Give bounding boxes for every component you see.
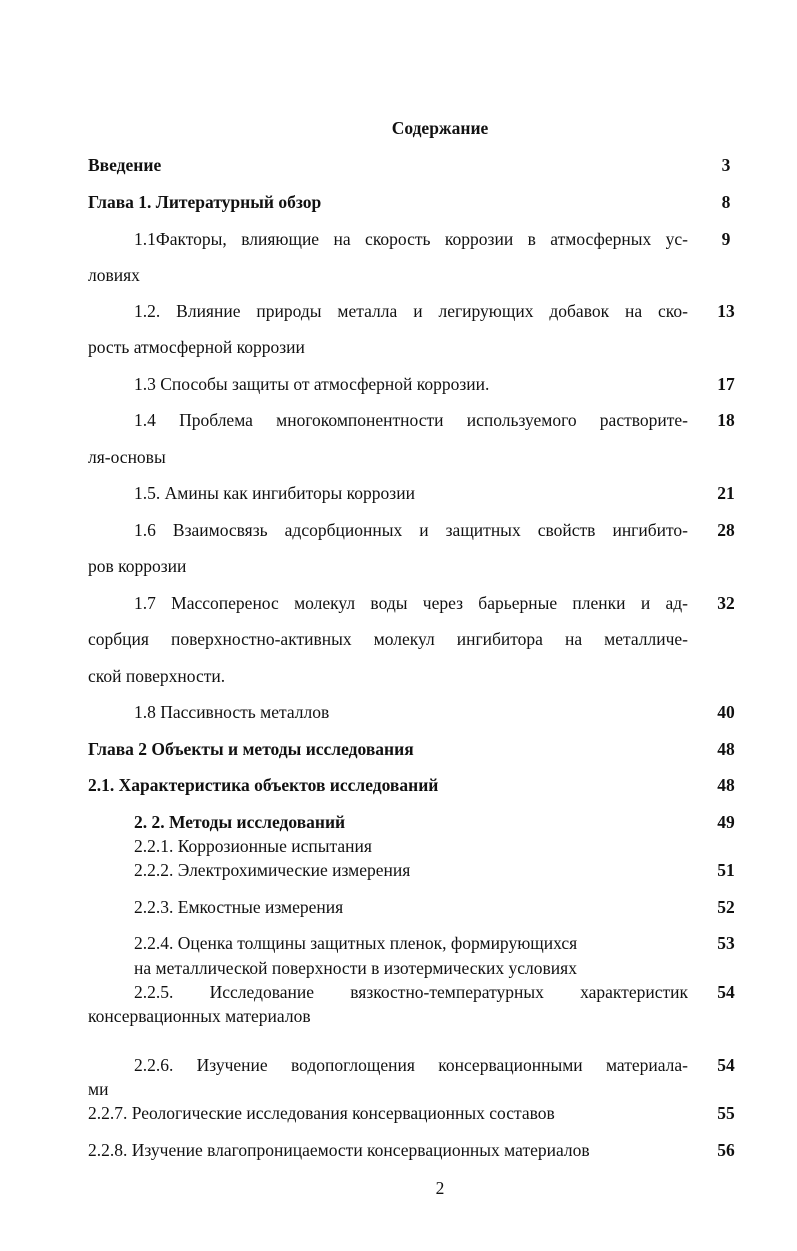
toc-ch1-page: 8 [721, 192, 731, 212]
toc-s1-2-line2: рость атмосферной коррозии [88, 337, 305, 357]
toc-s2-2-4-line2: на металлической поверхности в изотермических условиях [134, 958, 577, 978]
toc-s1-4-line1: 1.4 Проблема многокомпонентности используемого растворите- [134, 410, 688, 430]
toc-s1-3-page: 17 [717, 374, 735, 394]
toc-s1-3-text: 1.3 Способы защиты от атмосферной коррозии. [134, 374, 490, 394]
toc-ch1-text: Глава 1. Литературный обзор [88, 192, 322, 212]
toc-s1-1-line1: 1.1Факторы, влияющие на скорость коррозии в атмосферных ус- [134, 229, 688, 249]
toc-s2-2-5-page: 54 [717, 982, 735, 1002]
toc-s1-2-page: 13 [717, 301, 735, 321]
toc-s1-1-page: 9 [721, 229, 731, 249]
toc-s1-1-line2: ловиях [88, 265, 140, 285]
toc-s2-2-8-text: 2.2.8. Изучение влагопроницаемости консервационных материалов [88, 1140, 590, 1160]
toc-s1-7-line1: 1.7 Массоперенос молекул воды через барьерные пленки и ад- [134, 593, 688, 613]
toc-s2-2-2-text: 2.2.2. Электрохимические измерения [134, 860, 411, 880]
toc-s1-5-text: 1.5. Амины как ингибиторы коррозии [134, 483, 415, 503]
toc-s2-2-7-page: 55 [717, 1103, 735, 1123]
toc-intro-page: 3 [721, 155, 731, 175]
toc-s2-2-2-page: 51 [717, 860, 735, 880]
toc-s1-2-line1: 1.2. Влияние природы металла и легирующих добавок на ско- [134, 301, 688, 321]
toc-s1-7-page: 32 [717, 593, 735, 613]
toc-s2-1-page: 48 [717, 775, 735, 795]
page-title: Содержание [391, 118, 489, 138]
toc-s2-2-4-page: 53 [717, 933, 735, 953]
toc-s1-6-page: 28 [717, 520, 735, 540]
toc-s1-6-line1: 1.6 Взаимосвязь адсорбционных и защитных свойств ингибито- [134, 520, 688, 540]
toc-s2-2-4-line1: 2.2.4. Оценка толщины защитных пленок, формирующихся [134, 933, 578, 953]
toc-s2-2-7-text: 2.2.7. Реологические исследования консервационных составов [88, 1103, 555, 1123]
toc-s1-7-line2: сорбция поверхностно-активных молекул ингибитора на металличе- [88, 629, 688, 649]
toc-s2-2-8-page: 56 [717, 1140, 735, 1160]
toc-s1-6-line2: ров коррозии [88, 556, 187, 576]
toc-s1-4-line2: ля-основы [88, 447, 166, 467]
toc-s2-2-5-line1: 2.2.5. Исследование вязкостно-температурных характеристик [134, 982, 688, 1002]
toc-s2-2-6-line2: ми [88, 1079, 109, 1099]
page-number: 2 [435, 1178, 445, 1198]
toc-s2-2-3-text: 2.2.3. Емкостные измерения [134, 897, 344, 917]
toc-s2-2-6-page: 54 [717, 1055, 735, 1075]
toc-s2-1-text: 2.1. Характеристика объектов исследований [88, 775, 439, 795]
toc-s2-2-page: 49 [717, 812, 735, 832]
toc-intro-text: Введение [88, 155, 162, 175]
toc-s2-2-3-page: 52 [717, 897, 735, 917]
toc-s2-2-1-text: 2.2.1. Коррозионные испытания [134, 836, 372, 856]
toc-ch2-text: Глава 2 Объекты и методы исследования [88, 739, 414, 759]
toc-s1-8-page: 40 [717, 702, 735, 722]
toc-ch2-page: 48 [717, 739, 735, 759]
toc-s1-8-text: 1.8 Пассивность металлов [134, 702, 330, 722]
toc-s2-2-5-line2: консервационных материалов [88, 1006, 311, 1026]
toc-s2-2-6-line1: 2.2.6. Изучение водопоглощения консервационными материала- [134, 1055, 688, 1075]
toc-s1-4-page: 18 [717, 410, 735, 430]
toc-s2-2-text: 2. 2. Методы исследований [134, 812, 346, 832]
toc-s1-7-line3: ской поверхности. [88, 666, 226, 686]
toc-s1-5-page: 21 [717, 483, 735, 503]
